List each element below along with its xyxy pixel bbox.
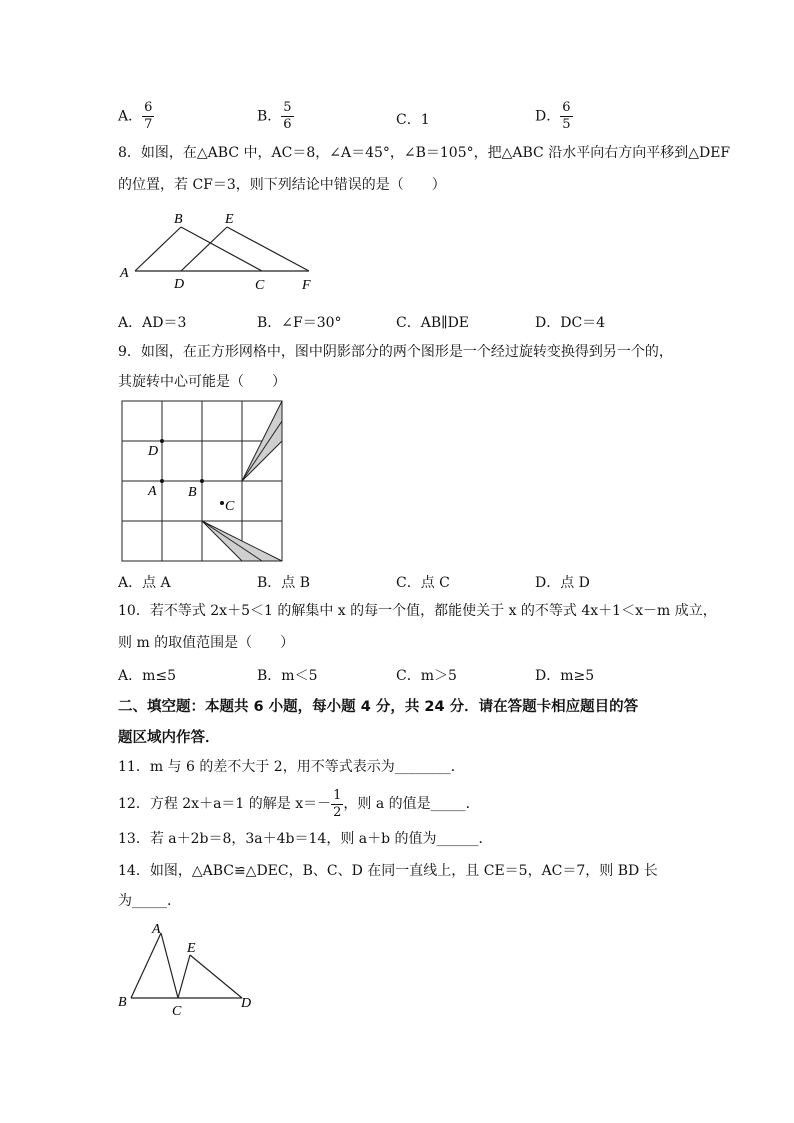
q14-label-e: E	[187, 941, 196, 956]
q9-point-b	[200, 479, 204, 483]
q14-segment	[131, 933, 161, 998]
q14-label-b: B	[118, 995, 127, 1010]
q9-option-d[interactable]: D．点 D	[535, 575, 590, 591]
q8-label-a: A	[120, 266, 129, 281]
fraction: $\frac{6}{5}$	[562, 100, 571, 132]
q9-option-b[interactable]: B．点 B	[257, 575, 311, 591]
q10-option-c[interactable]: C．m＞5	[396, 668, 457, 684]
q8-option-b[interactable]: B．∠F＝30°	[257, 315, 342, 331]
fraction: $\frac{5}{6}$	[283, 100, 292, 132]
q9-label-d: D	[148, 444, 159, 459]
q7-option-a[interactable]: A． $\frac{6}{7}$	[118, 100, 153, 132]
q8-label-e: E	[225, 212, 234, 227]
q8-label-f: F	[302, 278, 311, 293]
q14-stem-line1: 14．如图，△ABC≌△DEC，B、C、D 在同一直线上，且 CE＝5，AC＝7，则 BD 长	[118, 863, 658, 879]
q14-label-a: A	[152, 922, 161, 937]
q9-label-b: B	[188, 485, 197, 500]
q9-stem-line2: 其旋转中心可能是（ ）	[118, 374, 286, 390]
q14-stem-line2: 为_____．	[118, 893, 181, 909]
q7-option-d[interactable]: D． $\frac{6}{5}$	[535, 100, 571, 132]
section-heading-line1: 二、填空题：本题共 6 小题，每小题 4 分，共 24 分．请在答题卡相应题目的答	[118, 699, 639, 715]
q10-stem-line2: 则 m 的取值范围是（ ）	[118, 635, 295, 651]
q10-options	[118, 665, 678, 697]
q10-option-d[interactable]: D．m≥5	[535, 668, 595, 684]
q9-grid-figure	[115, 396, 290, 566]
q9-options	[118, 572, 678, 604]
q10-option-b[interactable]: B．m＜5	[257, 668, 318, 684]
q7-option-b[interactable]: B． $\frac{5}{6}$	[257, 100, 292, 132]
q9-option-c[interactable]: C．点 C	[396, 575, 450, 591]
q10-stem-line1: 10．若不等式 2x＋5＜1 的解集中 x 的每一个值，都能使关于 x 的不等式 4x＋1＜x－m 成立，	[118, 603, 717, 619]
q9-stem-line1: 9．如图，在正方形网格中，图中阴影部分的两个图形是一个经过旋转变换得到另一个的，	[118, 344, 673, 360]
q10-option-a[interactable]: A．m≤5	[118, 668, 177, 684]
q8-label-d: D	[174, 277, 185, 292]
q9-shaded-split-bottom	[202, 521, 262, 561]
q8-option-a[interactable]: A．AD＝3	[118, 315, 187, 331]
q13-stem: 13．若 a＋2b＝8，3a＋4b＝14，则 a＋b 的值为______．	[118, 831, 493, 847]
q8-option-c[interactable]: C．AB∥DE	[396, 315, 470, 331]
q8-option-d[interactable]: D．DC＝4	[535, 315, 606, 331]
q8-options	[118, 312, 678, 344]
q8-segment	[227, 227, 309, 271]
q12-pre: 12．方程 2x＋a＝1 的解是 x＝－	[118, 796, 332, 812]
q12-post: ，则 a 的值是_____．	[343, 796, 480, 812]
q9-label-c: C	[225, 499, 235, 514]
q9-point-c	[220, 501, 224, 505]
q8-label-b: B	[174, 212, 183, 227]
section-heading-line2: 题区域内作答．	[118, 730, 220, 746]
q14-label-d: D	[241, 996, 252, 1011]
q9-shaded-split-top	[242, 421, 282, 481]
q11-stem: 11．m 与 6 的差不大于 2，用不等式表示为________．	[118, 759, 465, 775]
q8-segment	[181, 227, 262, 271]
q9-label-a: A	[148, 484, 157, 499]
q9-point-d	[160, 439, 164, 443]
q8-segment	[135, 227, 181, 271]
q8-figure	[115, 205, 330, 300]
q14-figure	[115, 918, 265, 1023]
q14-segment	[178, 955, 190, 998]
q7-option-c[interactable]: C．1	[396, 112, 430, 128]
fraction: $\frac{6}{7}$	[144, 100, 153, 132]
q14-segment	[190, 955, 242, 998]
q9-option-a[interactable]: A．点 A	[118, 575, 171, 591]
q7-options	[118, 100, 678, 140]
q8-segment	[181, 227, 227, 271]
q14-segment	[161, 933, 178, 998]
q9-point-a	[160, 479, 164, 483]
q8-label-c: C	[255, 278, 265, 293]
q14-label-c: C	[172, 1004, 182, 1019]
fraction: $\frac{1}{2}$	[333, 787, 342, 820]
q8-stem-line2: 的位置，若 CF＝3，则下列结论中错误的是（ ）	[118, 177, 446, 193]
q8-stem-line1: 8．如图，在△ABC 中，AC＝8，∠A＝45°，∠B＝105°，把△ABC 沿水平向右方向平移到△DEF	[118, 145, 731, 161]
q12-stem	[118, 786, 480, 822]
